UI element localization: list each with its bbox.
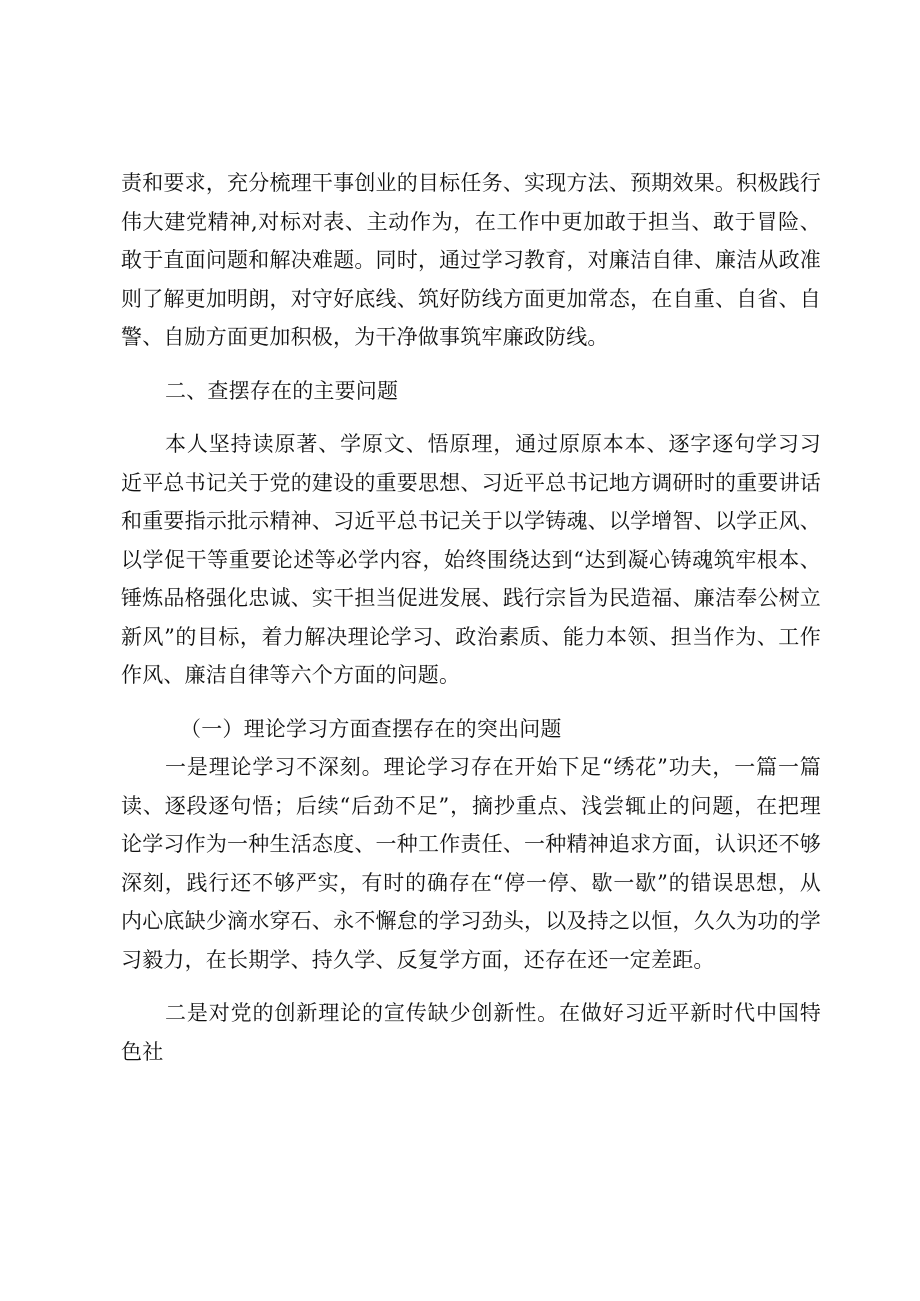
paragraph-intro: 本人坚持读原著、学原文、悟原理，通过原原本本、逐字逐句学习习近平总书记关于党的建设的重要思想、习近平总书记地方调研时的重要讲话和重要指示批示精神、习近平总书记关于以学铸魂、以学增智、以学正风、以学促干等重要论述等必学内容，始终围绕达到“达到凝心铸魂筑牢根本、锤炼品格强化忠诚、实干担当促进发展、践行宗旨为民造福、廉洁奉公树立新风”的目标，着力解决理论学习、政治素质、能力本领、担当作为、工作作风、廉洁自律等六个方面的问题。: [121, 432, 821, 687]
paragraph-continued: 责和要求，充分梳理干事创业的目标任务、实现方法、预期效果。积极践行伟大建党精神,对标对表、主动作为，在工作中更加敢于担当、敢于冒险、敢于直面问题和解决难题。同时，通过学习教育，对廉洁自律、廉洁从政准则了解更加明朗，对守好底线、筑好防线方面更加常态，在自重、自省、自警、自励方面更加积极，为干净做事筑牢廉政防线。: [121, 171, 821, 349]
section-heading-2: 二、查摆存在的主要问题: [165, 378, 399, 403]
subsection-heading-1: （一）理论学习方面查摆存在的突出问题: [180, 716, 562, 741]
paragraph-point-2: 二是对党的创新理论的宣传缺少创新性。在做好习近平新时代中国特色社: [121, 1001, 821, 1064]
paragraph-point-1: 一是理论学习不深刻。理论学习存在开始下足“绣花”功夫，一篇一篇读、逐段逐句悟；后续“后劲不足”，摘抄重点、浅尝辄止的问题，在把理论学习作为一种生活态度、一种工作责任、一种精神追求方面，认识还不够深刻，践行还不够严实，有时的确存在“停一停、歇一歇”的错误思想，从内心底缺少滴水穿石、永不懈怠的学习劲头，以及持之以恒，久久为功的学习毅力，在长期学、持久学、反复学方面，还存在还一定差距。: [121, 755, 821, 972]
document-body: [121, 164, 821, 1071]
